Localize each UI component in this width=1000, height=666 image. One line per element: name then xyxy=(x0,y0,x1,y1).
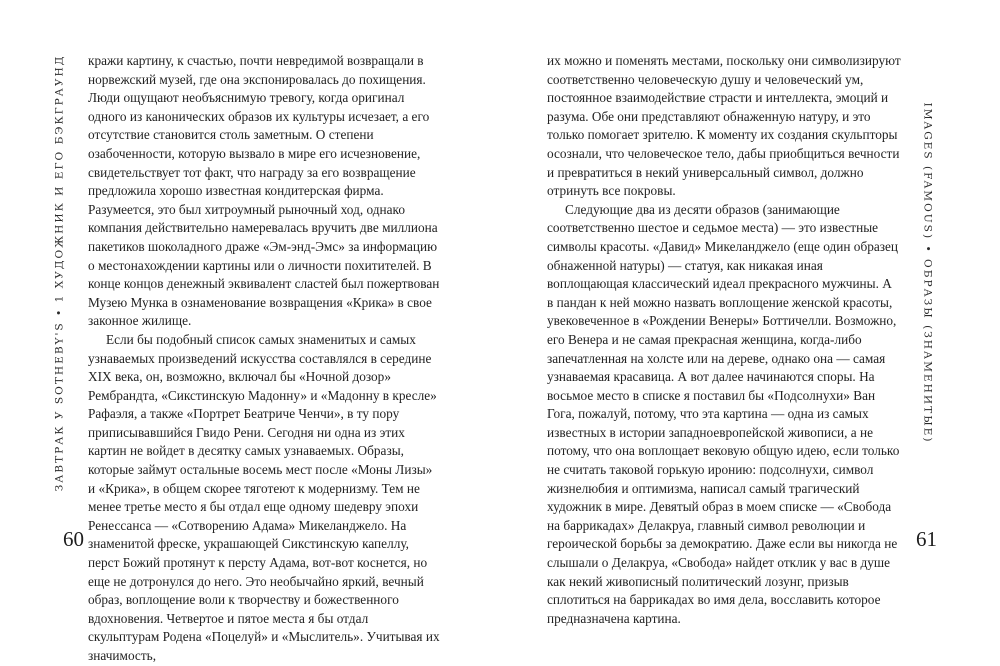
paragraph: Если бы подобный список самых знаменитых и самых узнаваемых произведений искусства составлялся в середине XIX века, он, возможно, включал бы «Ночной дозор» Рембрандта, «Сикстинскую Мадонну» и «Мадонну в кресле» Рафаэля, а также «Портрет Беатриче Ченчи», в ту пору приписывавшийся Гвидо Рени. Сегодня ни одна из этих картин не войдет в десятку самых узнаваемых. Образы, которые займут остальные восемь мест после «Моны Лизы» и «Крика», в общем скорее тяготеют к модернизму. Тем не менее третье место я бы отдал еще одному шедевру эпохи Ренессанса — «Сотворению Адама» Микеланджело. На знаменитой фреске, украшающей Сикстинскую капеллу, перст Божий протянут к персту Адама, вот-вот коснется, но еще не дотронулся до него. Это необычайно яркий, вечный образ, воплощение воли к творчеству и божественного вдохновения. Четвертое и пятое места я бы отдал скульптурам Родена «Поцелуй» и «Мыслитель». Учитывая их значимость, xyxy=(88,331,440,663)
paragraph: кражи картину, к счастью, почти невредимой возвращали в норвежский музей, где она экспонировалась до похищения. Люди ощущают необъяснимую тревогу, когда оригинал одного из канонических образов их культуры исчезает, а его отсутствие становится столь заметным. О степени озабоченности, которую вызвало в мире его исчезновение, свидетельствует тот факт, что награду за его возвращение предложила хорошо известная кондитерская фирма. Разумеется, это был хитроумный рыночный ход, однако компания действительно намеревалась вручить две миллиона пакетиков шоколадного драже «Эм-энд-Эмс» за информацию о местонахождении картины или о личности похитителей. В конце концов денежный эквивалент сластей был пожертвован Музею Мунка в ознаменование возвращения «Крика» в свое законное жилище. xyxy=(88,53,440,329)
running-head-left-text: ЗАВТРАК У SOTHEBY'S • 1 ХУДОЖНИК И ЕГО БЭКГРАУНД xyxy=(53,54,65,492)
running-head-right xyxy=(916,48,938,498)
running-head-left xyxy=(48,48,70,498)
paragraph: их можно и поменять местами, поскольку они символизируют соответственно человеческую душу и человеческий ум, постоянное взаимодействие страсти и интеллекта, эмоций и разума. Обе они представляют обнаженную натуру, и это только помогает зрителю. К моменту их создания скульпторы осознали, что человеческое тело, дабы приобщиться вечности и превратиться в некий универсальный символ, должно отринуть все покровы. xyxy=(547,53,901,199)
right-page-body xyxy=(547,52,901,628)
page-number-left: 60 xyxy=(63,527,84,551)
running-head-right-text: IMAGES (FAMOUS) • ОБРАЗЫ (ЗНАМЕНИТЫЕ) xyxy=(921,102,934,444)
paragraph: Следующие два из десяти образов (занимающие соответственно шестое и седьмое места) — это известные символы красоты. «Давид» Микеланджело (еще один образец обнаженной натуры) — статуя, как никакая иная воплощающая классический идеал прекрасного мужчины. А в пандан к ней можно назвать воплощение женской красоты, увековеченное в «Рождении Венеры» Боттичелли. Возможно, его Венера и не самая прекрасная женщина, когда-либо запечатленная на холсте или на дереве, однако она — самая узнаваемая красавица. А вот далее начинаются споры. На восьмое место в списке я поставил бы «Подсолнухи» Ван Гога, пожалуй, потому, что эта картина — одна из самых известных в истории западноевропейской живописи, а не потому, что она воплощает вековую общую идею, если только не считать таковой горькую иронию: подсолнухи, символ жизнелюбия и оптимизма, написал самый трагический художник в мире. Девятый образ в моем списке — «Свобода на баррикадах» Делакруа, главный символ революции и героической борьбы за демократию. Даже если вы никогда не слышали о Делакруа, «Свобода» найдет отклик у вас в душе как некий живописный политический лозунг, призыв сплотиться на баррикадах во имя дела, восславить которое предназначена картина. xyxy=(547,201,900,626)
page-number-right: 61 xyxy=(916,527,937,551)
left-page-body xyxy=(88,52,442,666)
